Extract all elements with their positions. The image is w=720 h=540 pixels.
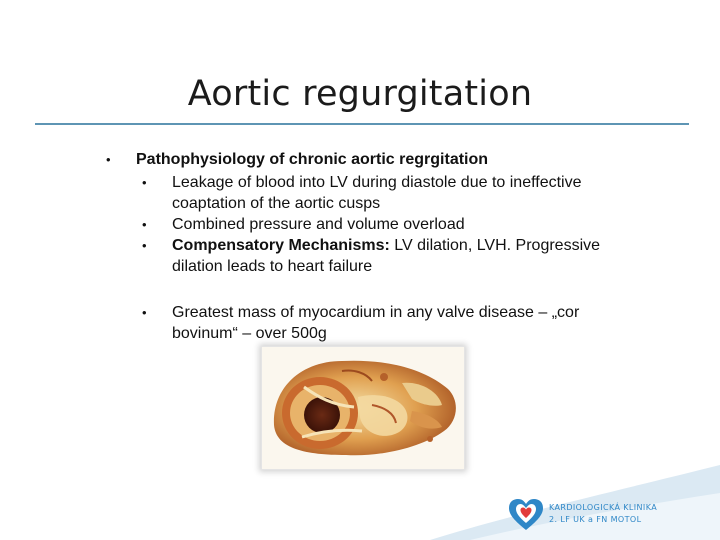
heart-specimen-illustration <box>262 347 464 469</box>
logo-line-1: KARDIOLOGICKÁ KLINIKA <box>549 503 658 512</box>
main-bullet-text: Pathophysiology of chronic aortic regrgitation <box>136 151 489 168</box>
slide-title: Aortic regurgitation <box>187 74 533 114</box>
bullet-marker: • <box>142 238 147 253</box>
bullet-marker: • <box>106 152 111 167</box>
logo-line-2: 2. LF UK a FN MOTOL <box>549 515 642 524</box>
sub-bullet-text: Greatest mass of myocardium in any valve disease – „cor bovinum“ – over 500g <box>172 304 580 342</box>
sub-bullet-bold-lead: Compensatory Mechanisms: <box>172 237 390 254</box>
sub-bullet-text: Combined pressure and volume overload <box>172 216 465 233</box>
sub-bullet-rest: LV dilation, LVH. Progressive dilation leads to heart failure <box>172 237 601 275</box>
bullet-marker: • <box>142 305 147 320</box>
bullet-marker: • <box>142 175 147 190</box>
sub-bullet-text <box>172 235 612 277</box>
logo-text <box>549 502 657 526</box>
sub-bullet-text: Leakage of blood into LV during diastole due to ineffective coaptation of the aortic cusps <box>172 174 582 212</box>
clinic-logo <box>505 495 705 535</box>
heart-specimen-photo <box>261 346 465 470</box>
bullet-marker: • <box>142 217 147 232</box>
heart-icon <box>507 497 545 533</box>
title-divider <box>35 123 689 125</box>
